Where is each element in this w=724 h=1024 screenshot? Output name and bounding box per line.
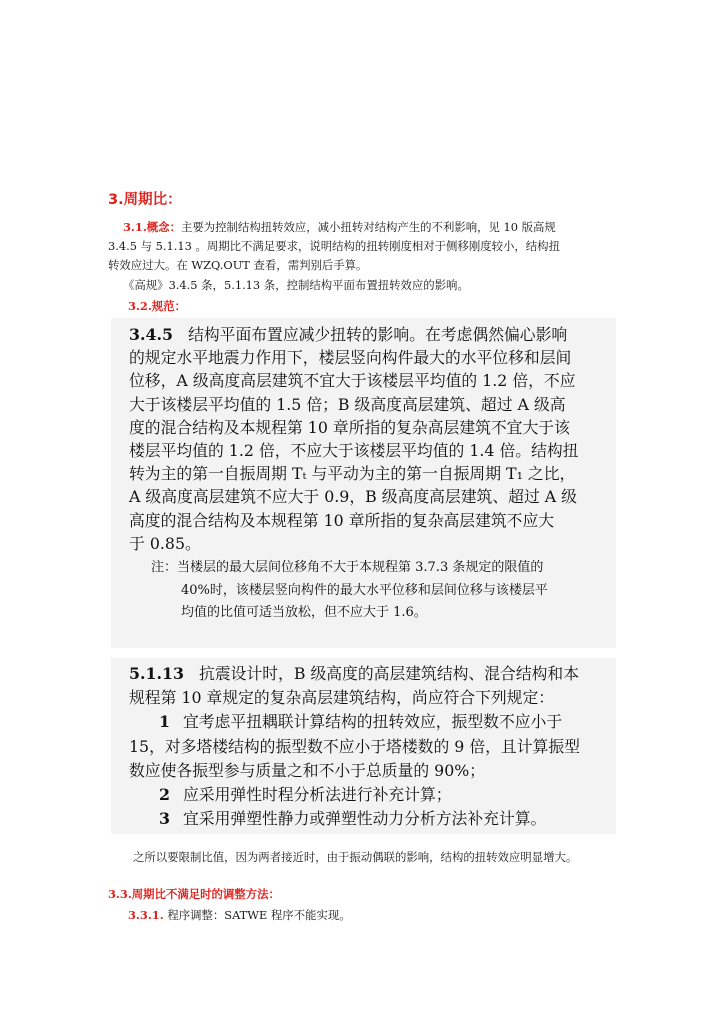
clause-345-line: 度的混合结构及本规程第 10 章所指的复杂高层建筑不宜大于该	[129, 417, 570, 437]
section-heading: 3.周期比：	[108, 192, 182, 208]
concept-paragraph	[108, 218, 618, 275]
clause-5113-item: 3 宜采用弹塑性静力或弹塑性动力分析方法补充计算。	[159, 809, 547, 829]
clause-345-note-line: 40%时，该楼层竖向构件的最大水平位移和层间位移与该楼层平	[181, 582, 548, 598]
clause-345-line: 的规定水平地震力作用下，楼层竖向构件最大的水平位移和层间	[129, 348, 572, 368]
spec-label: 3.2.规范：	[128, 299, 186, 313]
clause-5113-item-continued: 数应使各振型参与质量之和不小于总质量的 90%；	[129, 760, 486, 780]
clause-345-line: 高度的混合结构及本规程第 10 章所指的复杂高层建筑不应大	[129, 510, 555, 530]
clause-5113-item-continued: 15，对多塔楼结构的振型数不应小于塔楼数的 9 倍，且计算振型	[129, 736, 580, 756]
clause-345-line: 转为主的第一自振周期 Tₜ 与平动为主的第一自振周期 T₁ 之比，	[129, 464, 576, 484]
concept-line-1	[108, 218, 618, 237]
clause-5113-item: 2 应采用弹性时程分析法进行补充计算；	[159, 785, 452, 805]
clause-345-note-line: 均值的比值可适当放松，但不应大于 1.6。	[181, 605, 427, 621]
adjust-item-331	[128, 906, 351, 925]
clause-345-number: 3.4.5	[129, 325, 173, 344]
clause-5113-line: 5.1.13 抗震设计时，B 级高度的高层建筑结构、混合结构和本	[129, 664, 580, 683]
concept-line-2: 3.4.5 与 5.1.13 。周期比不满足要求，说明结构的扭转刚度相对于侧移刚度较小，结构扭	[108, 239, 560, 253]
reason-paragraph: 之所以要限制比值，因为两者接近时，由于振动偶联的影响，结构的扭转效应明显增大。	[133, 850, 578, 864]
clause-345-excerpt	[111, 318, 616, 648]
concept-line-3: 转效应过大。在 WZQ.OUT 查看，需判别后手算。	[108, 258, 368, 272]
concept-label: 3.1.概念：	[123, 220, 181, 234]
clause-345-line: 楼层平均值的 1.2 倍，不应大于该楼层平均值的 1.4 倍。结构扭	[129, 441, 579, 461]
clause-345-line: 于 0.85。	[129, 533, 201, 553]
clause-5113-item: 1 宜考虑平扭耦联计算结构的扭转效应，振型数不应小于	[159, 712, 563, 732]
clause-345-note-line: 注：当楼层的最大层间位移角不大于本规程第 3.7.3 条规定的限值的	[151, 560, 544, 576]
clause-5113-number: 5.1.13	[129, 664, 184, 683]
gaogui-reference: 《高规》3.4.5 条，5.1.13 条，控制结构平面布置扭转效应的影响。	[123, 278, 469, 292]
adjust-item-text: 程序调整：SATWE 程序不能实现。	[167, 908, 351, 922]
clause-345-line: 位移，A 级高度高层建筑不宜大于该楼层平均值的 1.2 倍，不应	[129, 371, 576, 391]
adjust-item-label: 3.3.1.	[128, 908, 164, 922]
concept-line-1-text: 主要为控制结构扭转效应，减小扭转对结构产生的不利影响，见 10 版高规	[180, 220, 556, 234]
clause-345-line: 3.4.5 结构平面布置应减少扭转的影响。在考虑偶然偏心影响	[129, 325, 568, 344]
clause-345-line: A 级高度高层建筑不应大于 0.9，B 级高度高层建筑、超过 A 级	[129, 487, 577, 507]
clause-5113-excerpt	[111, 658, 616, 834]
adjust-heading: 3.3.周期比不满足时的调整方法：	[108, 887, 280, 901]
clause-345-line: 大于该楼层平均值的 1.5 倍；B 级高度高层建筑、超过 A 级高	[129, 394, 566, 414]
clause-5113-line: 规程第 10 章规定的复杂高层建筑结构，尚应符合下列规定：	[129, 688, 555, 708]
